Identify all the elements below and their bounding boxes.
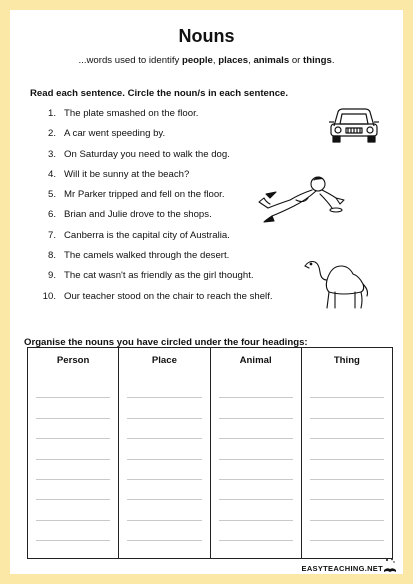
worksheet	[10, 10, 403, 574]
sentence-number: 7.	[47, 229, 56, 241]
sentence-text[interactable]: The camels walked through the desert.	[64, 250, 230, 262]
sentence-item	[32, 230, 273, 250]
column-animal	[211, 348, 302, 558]
subtitle-sep-2: ,	[248, 55, 254, 66]
writing-lines[interactable]	[219, 378, 293, 541]
sentence-item	[32, 189, 273, 209]
sentence-number: 10.	[42, 290, 56, 302]
subtitle-sep-3: or	[289, 55, 304, 66]
book-logo-icon	[383, 558, 397, 574]
subtitle-sep-4: .	[331, 55, 335, 66]
instruction-circle: Read each sentence. Circle the noun/s in each sentence.	[30, 88, 289, 99]
column-heading: Animal	[239, 355, 272, 366]
sentence-number: 2.	[47, 128, 56, 140]
column-heading: Place	[151, 355, 177, 366]
sentence-text[interactable]: Our teacher stood on the chair to reach the shelf.	[64, 290, 273, 302]
camel-illustration	[303, 254, 373, 312]
column-heading: Person	[56, 355, 90, 366]
sentence-list	[32, 108, 273, 311]
noun-sorting-table	[27, 347, 393, 559]
sentence-item	[32, 270, 273, 290]
sentence-text[interactable]: Brian and Julie drove to the shops.	[64, 209, 212, 221]
column-place	[119, 348, 210, 558]
sentence-item	[32, 291, 273, 311]
sentence-number: 4.	[47, 168, 56, 180]
car-illustration	[328, 104, 380, 146]
keyword-people: people	[181, 55, 213, 66]
sentence-number: 3.	[47, 148, 56, 160]
writing-lines[interactable]	[310, 378, 384, 541]
sentence-item	[32, 128, 273, 148]
writing-lines[interactable]	[36, 378, 110, 541]
sentence-number: 1.	[47, 108, 56, 119]
writing-lines[interactable]	[127, 378, 201, 541]
subtitle	[10, 55, 403, 66]
keyword-animals: animals	[253, 55, 290, 66]
sentence-text[interactable]: On Saturday you need to walk the dog.	[64, 148, 230, 160]
sentence-text[interactable]: The plate smashed on the floor.	[64, 108, 199, 119]
sentence-number: 8.	[47, 250, 56, 262]
sentence-number: 9.	[47, 270, 56, 282]
sentence-text[interactable]: Mr Parker tripped and fell on the floor.	[64, 189, 225, 201]
sentence-item	[32, 169, 273, 189]
site-logo-text: EASYTEACHING.NET	[301, 564, 383, 573]
falling-man-illustration	[256, 174, 348, 224]
sentence-text[interactable]: The cat wasn't as friendly as the girl thought.	[64, 270, 254, 282]
sentence-item	[32, 250, 273, 270]
sentence-number: 6.	[47, 209, 56, 221]
sentence-item	[32, 209, 273, 229]
keyword-things: things	[303, 55, 332, 66]
sentence-text[interactable]: Will it be sunny at the beach?	[64, 168, 190, 180]
keyword-places: places	[218, 55, 249, 66]
column-person	[28, 348, 119, 558]
subtitle-prefix: ...words used to identify	[78, 55, 182, 66]
page-title: Nouns	[178, 26, 235, 46]
sentence-item	[32, 149, 273, 169]
column-thing	[302, 348, 392, 558]
column-heading: Thing	[333, 355, 360, 366]
sentence-text[interactable]: Canberra is the capital city of Australia.	[64, 229, 230, 241]
sentence-number: 5.	[47, 189, 56, 201]
subtitle-sep-1: ,	[212, 55, 219, 66]
sentence-item	[32, 108, 273, 128]
instruction-organise: Organise the nouns you have circled under the four headings:	[24, 337, 308, 348]
sentence-text[interactable]: A car went speeding by.	[64, 128, 166, 140]
